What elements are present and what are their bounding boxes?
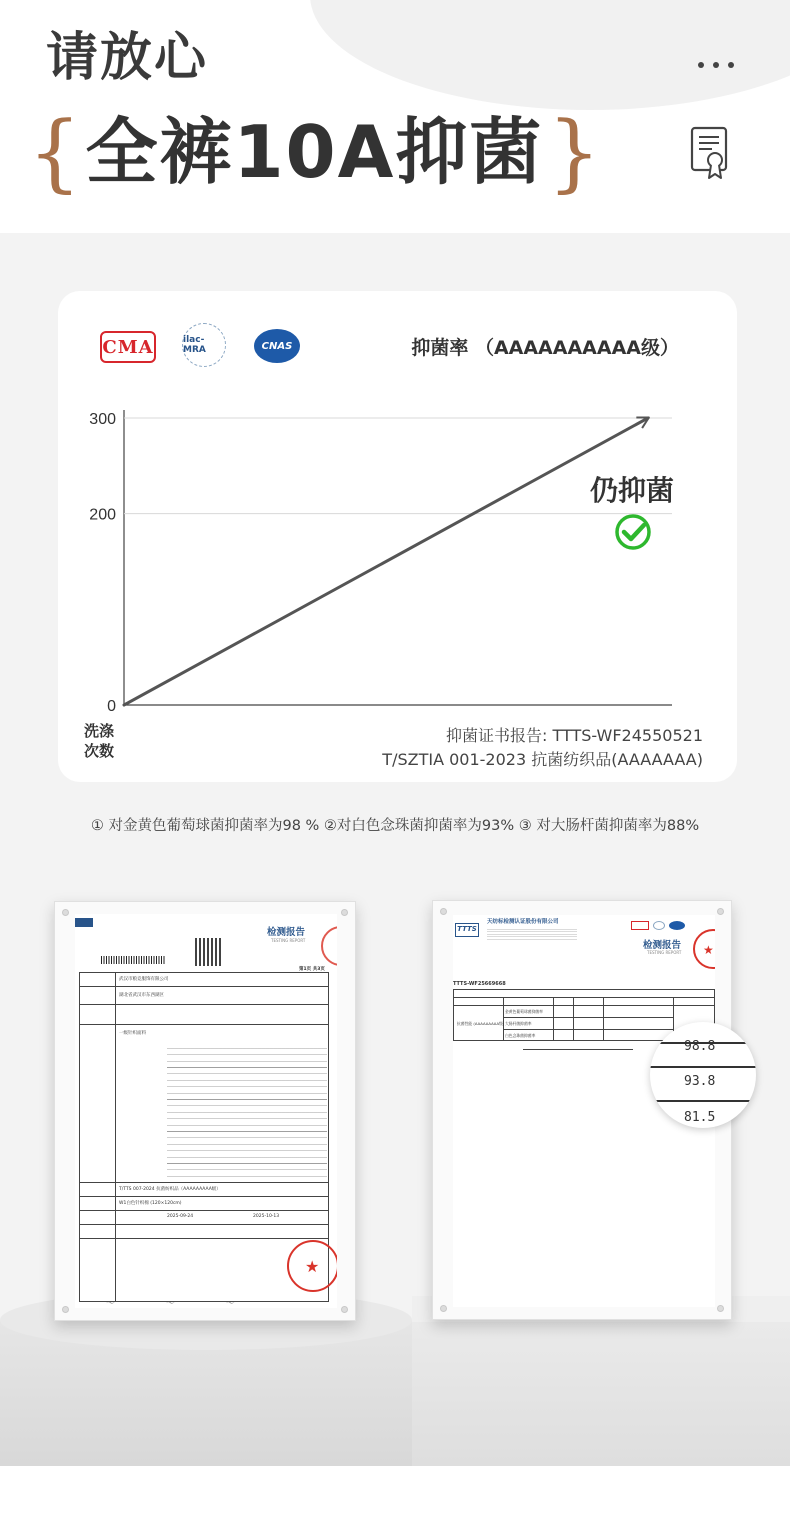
frame-pin	[62, 1306, 69, 1313]
receipt-date: 2025-09-24	[167, 1214, 194, 1219]
frame-pin	[341, 1306, 348, 1313]
still-antibacterial-label: 仍抑菌	[590, 474, 675, 507]
ilac-mra-logo: ilac-MRA	[182, 323, 226, 367]
org-details	[487, 927, 577, 941]
frame-pin	[341, 909, 348, 916]
report-subtitle: TESTING REPORT	[647, 950, 682, 955]
ttts-logo: TTTS	[455, 923, 479, 937]
report-subtitle: TESTING REPORT	[271, 938, 306, 943]
certificate-report-number: 抑菌证书报告: TTTS-WF24550521	[446, 726, 703, 745]
barcode	[101, 956, 165, 964]
sample-name: 一级针织面料	[119, 1031, 146, 1036]
trend-line	[124, 418, 648, 705]
test-report-document	[75, 914, 337, 1308]
qr-code	[195, 938, 223, 966]
candida-rate-label: 白色念珠菌抑菌率	[505, 1033, 536, 1038]
page-title	[28, 103, 601, 201]
frame-pin	[440, 1305, 447, 1312]
magnified-value-staph: 98.8	[684, 1039, 716, 1054]
staph-rate-label: 金黄色葡萄球菌抑菌率	[505, 1009, 543, 1014]
ilac-logo-small	[653, 921, 665, 930]
standard-reference: T/SZTIA 001-2023 抗菌纺织品(AAAAAAA)	[382, 750, 703, 769]
antibacterial-rates: ① 对金黄色葡萄球菌抑菌率为98 % ②对白色念珠菌抑菌率为93% ③ 对大肠杆菌抑菌率为88%	[90, 818, 700, 834]
more-menu-icon[interactable]	[698, 62, 734, 68]
testing-org-name: 天纺标检测认证股份有限公司	[487, 919, 559, 925]
official-stamp-top	[321, 926, 337, 966]
stamp-star-icon: ★	[703, 943, 714, 957]
y-tick-label: 200	[89, 506, 116, 524]
certificate-icon[interactable]	[690, 126, 730, 182]
title-text: 全裤10A抑菌	[85, 110, 544, 194]
antibacterial-grade: 抗菌性能 (AAAAAAAAA级)	[457, 1021, 505, 1026]
ecoli-rate-label: 大肠杆菌抑菌率	[505, 1021, 532, 1026]
frame-pin	[717, 908, 724, 915]
cma-logo: CMA	[100, 331, 156, 363]
page-number: 第1页 共3页	[299, 967, 325, 972]
magnified-results	[650, 1022, 756, 1128]
magnified-value-ecoli: 81.5	[684, 1110, 716, 1125]
stamp-star-icon: ★	[305, 1257, 320, 1276]
report-date: 2025-10-13	[253, 1214, 280, 1219]
cnas-logo: CNAS	[254, 329, 300, 363]
x-axis-title	[84, 721, 120, 761]
chart-card	[58, 291, 737, 782]
test-standard: T/TTS 007-2024 抗菌纺织品（AAAAAAAAA级）	[119, 1187, 221, 1192]
client-address: 湖北省武汉市东西湖区	[119, 993, 164, 998]
header	[0, 0, 790, 233]
podium-right	[412, 1322, 790, 1466]
report-number: TTTS-WF25669668	[453, 981, 506, 987]
client-name: 武汉市粮竞服饰有限公司	[119, 977, 169, 982]
title-brace-left: {	[28, 103, 82, 201]
y-tick-label: 0	[107, 698, 116, 715]
y-tick-label: 300	[89, 411, 116, 428]
handwritten-signatures: 〜 〜 〜	[105, 1299, 258, 1308]
page-subtitle: 请放心	[46, 28, 209, 88]
sample-info-text	[167, 1044, 327, 1178]
cnas-logo-small	[669, 921, 685, 930]
frame-pin	[717, 1305, 724, 1312]
cma-logo-small	[631, 921, 649, 930]
frame-pin	[440, 908, 447, 915]
check-circle-icon	[614, 513, 652, 551]
title-brace-right: }	[547, 103, 601, 201]
x-axis-title-line2: 次数	[84, 742, 115, 760]
ttts-logo	[75, 918, 93, 927]
header-decoration	[310, 0, 790, 110]
chart-heading: 抑菌率 （AAAAAAAAAA级）	[411, 337, 679, 359]
footer-strip	[0, 1466, 790, 1513]
x-axis-title-line1: 洗涤	[84, 722, 115, 740]
sample-description: W1白色针织棉 (120×120cm)	[119, 1201, 182, 1206]
frame-pin	[62, 909, 69, 916]
certificate-frame-left[interactable]	[54, 901, 356, 1321]
report-title: 检测报告	[267, 927, 306, 938]
report-title: 检测报告	[643, 940, 682, 951]
magnified-value-candida: 93.8	[684, 1074, 716, 1089]
